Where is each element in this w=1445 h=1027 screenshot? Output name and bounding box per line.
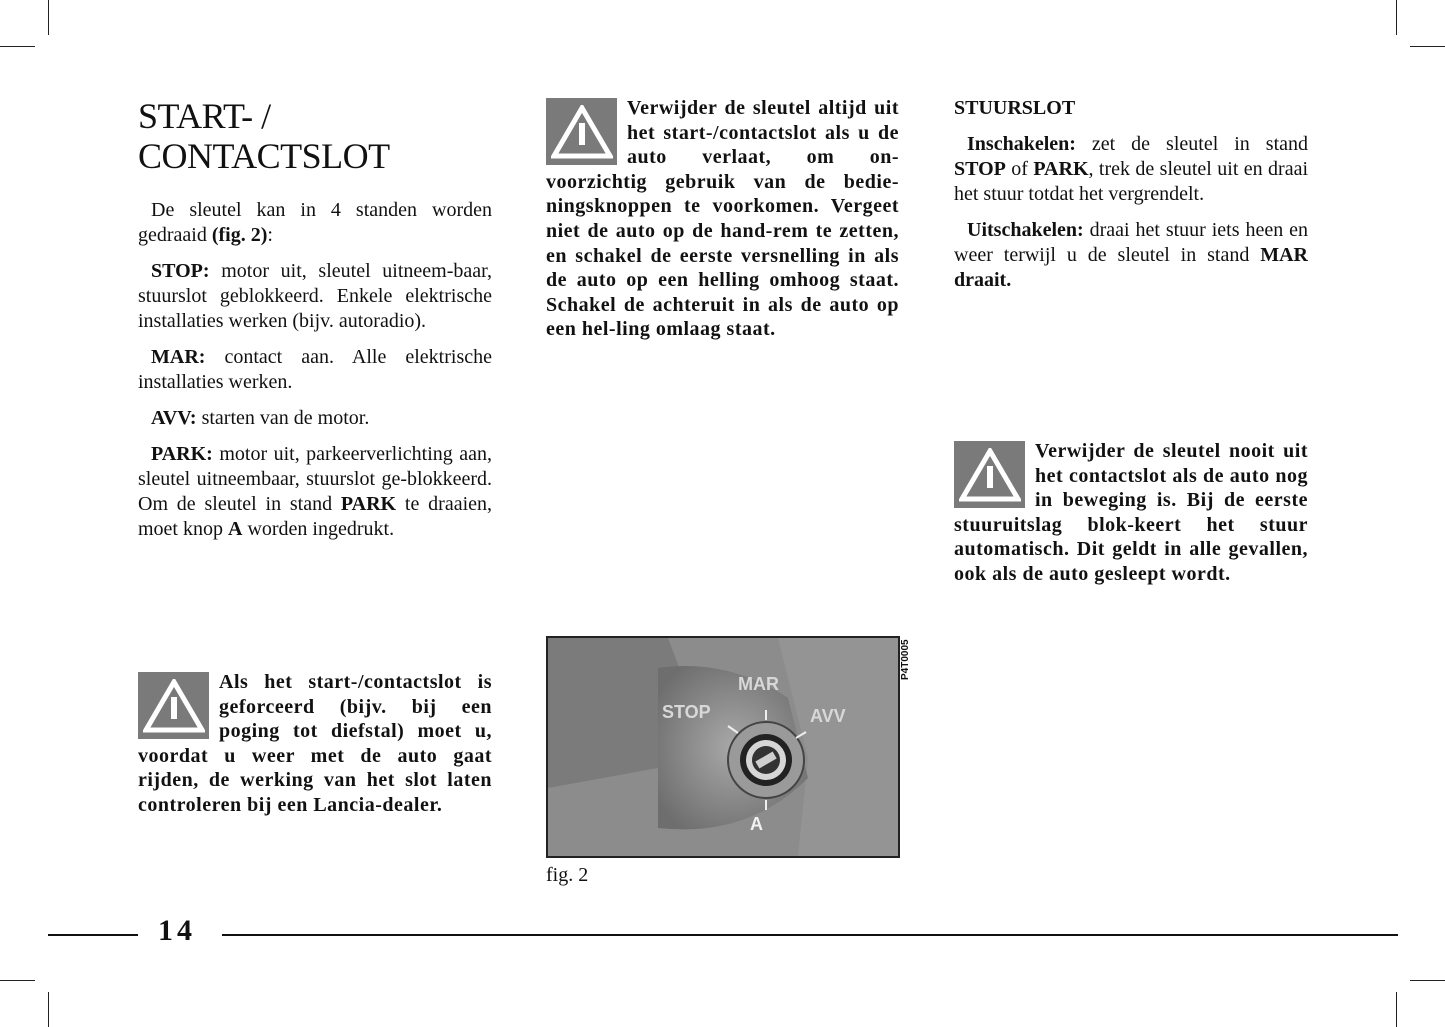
crop-mark	[0, 980, 35, 981]
intro-paragraph	[138, 198, 492, 248]
ignition-illustration	[548, 638, 898, 856]
position-stop	[138, 259, 492, 334]
position-avv	[138, 406, 492, 431]
title-line-2: CONTACTSLOT	[138, 136, 390, 176]
warning-remove-key	[546, 96, 899, 342]
title-line-1: START- /	[138, 96, 271, 136]
warning-triangle-icon	[954, 441, 1025, 508]
term-park: PARK:	[151, 443, 213, 465]
desc-stop: motor uit, sleutel uitneem-baar, stuurslot geblokkeerd. Enkele elektrische installaties werken (bijv. autoradio).	[138, 260, 492, 332]
steering-lock-on	[954, 132, 1308, 207]
on-text-1: zet de sleutel in stand	[1075, 133, 1308, 155]
figure-ignition-lock	[546, 636, 900, 858]
position-park	[138, 442, 492, 542]
warning-triangle-icon	[546, 98, 617, 165]
column-middle	[546, 96, 899, 342]
label-button-a: A	[750, 814, 763, 834]
footer-rule-right	[222, 934, 1398, 936]
page-title	[138, 96, 492, 176]
park-term-inline: PARK	[340, 493, 397, 515]
steering-lock-heading: STUURSLOT	[954, 97, 1076, 119]
warning-forced-lock	[138, 670, 492, 818]
warning-never-remove-text: Verwijder de sleutel nooit uit het contactslot als de auto nog in beweging is. Bij de eerste stuuruitslag blok-keert het stuur automatisch. Dit geldt in alle gevallen, ook als de auto gesleept wordt.	[954, 440, 1308, 585]
label-mar: MAR	[738, 674, 779, 694]
desc-park: motor uit, parkeerverlichting aan, sleutel uitneembaar, stuurslot ge-blokkeerd. Om de sleutel in stand	[138, 443, 492, 515]
crop-mark	[1410, 980, 1445, 981]
on-stop: STOP	[954, 158, 1006, 180]
column-left	[138, 96, 492, 542]
fig-reference: (fig. 2)	[211, 224, 268, 246]
label-avv: AVV	[810, 706, 846, 726]
warning-remove-key-text: Verwijder de sleutel altijd uit het start-/contactslot als u de auto verlaat, om on-voorzichtig gebruik van de bedie-ningsknoppen te voorkomen. Vergeet niet de auto op de hand-rem te zetten, en schakel de eerste versnelling in als de auto op een helling omhoog staat. Schakel de achteruit in als de auto op een hel-ling omlaag staat.	[546, 97, 899, 341]
figure-caption: fig. 2	[546, 864, 589, 886]
crop-mark	[48, 992, 49, 1027]
on-text-2: , trek de sleutel uit en draai het stuur totdat het vergrendelt.	[954, 158, 1308, 205]
desc-avv: starten van de motor.	[196, 407, 370, 429]
intro-text: De sleutel kan in 4 standen worden gedraaid	[138, 199, 492, 246]
term-mar: MAR:	[151, 346, 206, 368]
label-stop: STOP	[662, 702, 711, 722]
term-inschakelen: Inschakelen:	[967, 133, 1076, 155]
page-number: 14	[158, 914, 196, 947]
warning-never-remove	[954, 439, 1308, 587]
on-park: PARK	[1033, 158, 1089, 180]
crop-mark	[0, 46, 35, 47]
intro-tail: :	[267, 224, 273, 246]
park-mid: te draaien, moet knop	[138, 493, 493, 540]
park-end: worden ingedrukt.	[242, 518, 395, 540]
off-mar: MAR draait.	[954, 244, 1308, 291]
term-avv: AVV:	[151, 407, 197, 429]
footer-rule-left	[48, 934, 138, 936]
term-uitschakelen: Uitschakelen:	[967, 219, 1084, 241]
crop-mark	[1396, 0, 1397, 35]
steering-lock-off	[954, 218, 1308, 293]
warning-forced-text: Als het start-/contactslot is geforceerd (bijv. bij een poging tot diefstal) moet u, voordat u weer met de auto gaat rijden, de werking van het slot laten controleren bij een Lancia-dealer.	[138, 671, 492, 816]
warning-triangle-icon	[138, 672, 209, 739]
term-stop: STOP:	[151, 260, 210, 282]
figure-code: P4T0005	[900, 639, 911, 680]
desc-mar: contact aan. Alle elektrische installaties werken.	[138, 346, 492, 393]
crop-mark	[1396, 992, 1397, 1027]
position-mar	[138, 345, 492, 395]
crop-mark	[1410, 46, 1445, 47]
on-of: of	[1005, 158, 1034, 180]
off-text: draai het stuur iets heen en weer terwijl u de sleutel in stand	[954, 219, 1308, 266]
button-a-ref: A	[228, 518, 243, 540]
column-right	[954, 96, 1308, 293]
crop-mark	[48, 0, 49, 35]
